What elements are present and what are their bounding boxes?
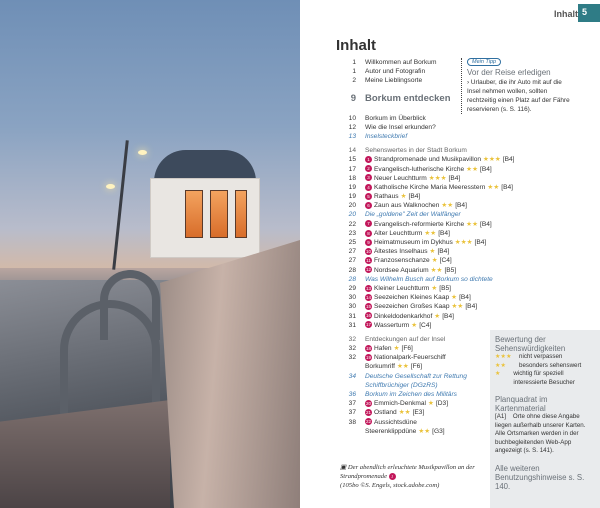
- map-grid-ref: [B5]: [444, 266, 457, 274]
- toc-entry[interactable]: [340, 321, 490, 330]
- toc-text: Schiffbrüchiger (DGzRS): [365, 381, 438, 389]
- map-grid-ref: [B4]: [408, 193, 421, 201]
- map-grid-ref: [F6]: [410, 363, 423, 371]
- toc-text: Rathaus: [374, 193, 399, 201]
- legend-footer: Alle weiteren Benutzungshinweise s. S. 140.: [495, 463, 585, 491]
- toc-text: Nordsee Aquarium: [374, 266, 429, 274]
- tip-box: [461, 58, 576, 114]
- star-rating-icon: ★★: [441, 202, 454, 210]
- sight-number-badge: 8: [365, 230, 372, 237]
- toc-text: Willkommen auf Borkum: [365, 59, 437, 66]
- star-rating-icon: ★: [428, 400, 434, 408]
- toc-text: Borkum im Zeichen des Militärs: [365, 391, 457, 398]
- map-grid-ref: [B4]: [459, 294, 471, 302]
- toc-page: 22: [348, 220, 356, 228]
- bench-armrest: [100, 270, 160, 340]
- map-grid-ref: [B4]: [479, 220, 492, 228]
- star-rating-icon: ★★★: [454, 239, 473, 246]
- toc-page: 27: [348, 257, 356, 265]
- toc-page: 34: [348, 372, 356, 380]
- star-rating-icon: ★★: [466, 220, 478, 228]
- toc-text: Hafen: [374, 345, 392, 353]
- star-rating-icon: ★★: [466, 165, 478, 173]
- tip-text: Urlauber, die ihr Auto mit auf die Insel nehmen wollen, sollten rechtzeitig einen Platz auf der Fähre reservieren (s. S. 116).: [467, 79, 570, 113]
- toc-page: 31: [348, 312, 356, 320]
- map-text: Orte ohne diese Angabe liegen außerhalb unserer Karten. Alle Ortsmarken werden in der buchbegleitenden Web-App angezeigt (s. S. 141).: [495, 413, 586, 454]
- toc-text: Neuer Leuchtturm: [374, 174, 427, 182]
- pavilion-window: [235, 190, 247, 238]
- toc-page: 13: [348, 132, 356, 140]
- running-title: Inhalt: [554, 9, 578, 19]
- legend-box: [490, 330, 600, 508]
- toc-page: 32: [348, 335, 356, 343]
- sight-number-badge: 10: [365, 248, 371, 254]
- map-grid-ref: [B4]: [448, 174, 461, 182]
- sight-number-badge: 17: [365, 322, 371, 328]
- toc-page: 37: [348, 400, 356, 408]
- rating-text: wichtig für speziell interessierte Besucher: [513, 370, 575, 386]
- sight-number-badge: 16: [365, 313, 371, 319]
- toc-text: Borkumriff: [365, 363, 395, 371]
- toc-page: 37: [348, 409, 356, 417]
- map-grid-ref: [G3]: [432, 427, 445, 435]
- toc-page: 2: [352, 77, 356, 85]
- caption-badge: 1: [389, 473, 396, 480]
- sight-number-badge: 9: [365, 239, 372, 246]
- map-grid-ref: [B4]: [502, 156, 515, 164]
- sight-number-badge: 13: [365, 285, 371, 291]
- toc-page: 29: [348, 284, 356, 292]
- star-rating-icon: ★: [431, 284, 438, 292]
- toc-text: Steerenklippdüne: [365, 427, 417, 435]
- toc-entry[interactable]: [340, 123, 490, 132]
- star-rating-icon: ★★: [451, 303, 464, 311]
- sight-number-badge: 1: [365, 156, 372, 163]
- toc-text: Dinkeldodenkarkhof: [374, 312, 433, 320]
- sight-number-badge: 7: [365, 220, 372, 227]
- toc-page: 32: [348, 354, 356, 362]
- toc-entry[interactable]: [340, 201, 490, 210]
- toc-entry[interactable]: [340, 284, 490, 293]
- toc-text: Kleiner Leuchtturm: [374, 284, 430, 292]
- toc-entry[interactable]: [340, 302, 490, 311]
- toc-page: 23: [348, 229, 356, 237]
- toc-entry[interactable]: [340, 372, 490, 381]
- map-grid-ref: [E3]: [412, 409, 425, 417]
- toc-text: Wie die Insel erkunden?: [365, 123, 436, 131]
- toc-text: Franzosenschanze: [374, 257, 430, 265]
- toc-page: 17: [348, 165, 356, 173]
- rating-legend-item: [495, 362, 595, 371]
- toc-page: 31: [348, 321, 356, 329]
- tip-heading: Vor der Reise erledigen: [467, 68, 551, 77]
- toc-page: 30: [348, 294, 356, 302]
- star-rating-icon: ★★★: [483, 156, 501, 164]
- toc-page: 28: [348, 266, 356, 274]
- toc-page: 25: [348, 239, 356, 246]
- star-rating-icon: ★: [393, 345, 400, 353]
- toc-entry[interactable]: [340, 353, 490, 362]
- sight-number-badge: 5: [365, 193, 372, 200]
- toc-entry[interactable]: [340, 256, 490, 265]
- toc-page: 20: [348, 202, 356, 210]
- toc-page: 18: [348, 174, 356, 182]
- lamp-light: [106, 184, 115, 189]
- toc-text: Zaun aus Walknochen: [374, 202, 440, 210]
- toc-page: [340, 362, 356, 371]
- toc-entry[interactable]: [340, 247, 490, 256]
- toc-text: Seezeichen Kleines Kaap: [374, 294, 450, 302]
- star-rating-icon: ★★★: [495, 353, 512, 360]
- map-grid-ref: [B4]: [437, 248, 450, 256]
- sight-number-badge: 2: [365, 165, 372, 172]
- toc-entry[interactable]: [340, 114, 490, 123]
- toc-text: Heimatmuseum im Dykhus: [374, 239, 453, 246]
- caption-credit: (105bo ©S. Engels, stock.adobe.com): [340, 482, 440, 489]
- toc-page: 19: [348, 183, 356, 191]
- star-rating-icon: ★: [429, 248, 436, 256]
- sight-number-badge: 19: [365, 355, 371, 360]
- photo-caption: [340, 463, 490, 490]
- toc-entry[interactable]: [340, 146, 490, 155]
- rating-text: besonders sehenswert: [519, 361, 582, 369]
- toc-entry[interactable]: [340, 210, 490, 219]
- toc-page: 9: [350, 92, 356, 104]
- toc-entry[interactable]: [340, 293, 490, 302]
- toc-entry[interactable]: [340, 275, 493, 284]
- toc-text: Borkum entdecken: [365, 92, 451, 104]
- toc-entry[interactable]: [340, 418, 490, 427]
- toc-page: 30: [348, 303, 356, 311]
- star-rating-icon: ★★: [398, 409, 411, 417]
- map-grid-ref: [B5]: [439, 284, 451, 292]
- toc-entry[interactable]: [340, 183, 513, 192]
- sight-number-badge: 22: [365, 419, 371, 425]
- toc-page: 14: [348, 147, 356, 155]
- pavilion-window: [210, 190, 228, 238]
- sight-number-badge: 6: [365, 202, 372, 209]
- toc-entry[interactable]: [340, 229, 490, 238]
- toc-page: 10: [348, 114, 356, 122]
- toc-text: Inselsteckbrief: [365, 132, 408, 140]
- map-grid-ref: [B4]: [501, 183, 513, 191]
- toc-page: 27: [348, 248, 356, 256]
- sight-number-badge: 21: [365, 410, 371, 416]
- map-grid-ref: [C4]: [439, 257, 452, 265]
- toc-entry[interactable]: [340, 220, 490, 229]
- map-grid-ref: [B4]: [480, 165, 492, 173]
- toc-entry[interactable]: [340, 165, 490, 174]
- rating-legend-item: [495, 370, 595, 387]
- star-rating-icon: ★: [434, 312, 441, 320]
- chevron-right-icon: ›: [467, 79, 471, 86]
- map-code: [A1]: [495, 413, 507, 420]
- star-rating-icon: ★: [431, 257, 438, 265]
- rating-legend-item: [495, 353, 595, 362]
- sight-number-badge: 11: [366, 258, 371, 264]
- toc-text: Entdeckungen auf der Insel: [365, 335, 446, 343]
- toc-text: Deutsche Gesellschaft zur Rettung: [365, 372, 467, 380]
- toc-page: 1: [352, 59, 356, 66]
- toc-page: [340, 427, 356, 436]
- lamp-light: [138, 150, 147, 155]
- toc-entry[interactable]: [340, 155, 515, 164]
- caption-text: Der abendlich erleuchtete Musikpavillon an der Strandpromenade: [340, 464, 475, 480]
- toc-page: 1: [352, 68, 356, 76]
- photo-ref-icon: ▣: [340, 464, 348, 471]
- toc-page: 19: [348, 193, 356, 201]
- pavilion-window: [185, 190, 203, 238]
- toc-page: 20: [348, 211, 356, 219]
- toc-page: 38: [348, 418, 356, 426]
- toc-text: Nationalpark-Feuerschiff: [374, 354, 446, 362]
- map-grid-ref: [D3]: [435, 400, 449, 408]
- sight-number-badge: 20: [365, 400, 371, 406]
- star-rating-icon: ★★: [424, 229, 437, 237]
- star-rating-icon: ★: [411, 321, 418, 329]
- toc-entry[interactable]: [340, 399, 490, 408]
- star-rating-icon: ★★: [418, 427, 431, 435]
- sight-number-badge: 3: [365, 174, 372, 181]
- toc-entry[interactable]: [340, 344, 490, 353]
- sight-number-badge: 12: [365, 267, 371, 273]
- toc-entry[interactable]: [340, 312, 490, 321]
- toc-page: [340, 381, 356, 390]
- toc-entry[interactable]: [340, 362, 490, 371]
- star-rating-icon: ★★: [487, 183, 500, 191]
- star-rating-icon: ★: [400, 193, 407, 201]
- toc-page: 32: [348, 345, 356, 353]
- sight-number-badge: 15: [365, 304, 371, 310]
- toc-entry[interactable]: [340, 427, 490, 436]
- sight-number-badge: 18: [365, 345, 371, 351]
- toc-entry[interactable]: [340, 408, 490, 417]
- toc-text: Emmich-Denkmal: [374, 400, 427, 408]
- sight-number-badge: 14: [365, 294, 371, 300]
- map-grid-ref: [B4]: [455, 202, 467, 210]
- contents-page: [300, 0, 600, 508]
- map-grid-ref: [B4]: [442, 312, 454, 320]
- toc-text: Meine Lieblingsorte: [365, 77, 423, 85]
- toc-entry[interactable]: [340, 132, 490, 141]
- toc-entry[interactable]: [340, 381, 490, 390]
- star-rating-icon: ★★: [396, 363, 409, 371]
- page-number: 5: [578, 4, 600, 22]
- map-grid-ref: [B4]: [438, 229, 450, 237]
- toc-text: Borkum im Überblick: [365, 114, 426, 122]
- map-grid-ref: [B4]: [465, 303, 478, 311]
- map-grid-ref: [B4]: [474, 239, 487, 246]
- star-rating-icon: ★: [451, 294, 458, 302]
- page-title: Inhalt: [336, 37, 376, 54]
- toc-text: Strandpromenade und Musikpavillon: [374, 156, 482, 164]
- toc-text: Ostland: [374, 409, 397, 417]
- toc-text: Was Wilhelm Busch auf Borkum so dichtete: [365, 275, 493, 283]
- map-heading: Planquadrat im Kartenmaterial: [495, 395, 548, 413]
- toc-text: Katholische Kirche Maria Meeresstern: [374, 183, 486, 191]
- toc-page: 36: [348, 391, 356, 398]
- toc-text: Alter Leuchtturm: [374, 229, 423, 237]
- rating-text: nicht verpassen: [519, 353, 563, 360]
- toc-page: 12: [348, 123, 356, 131]
- street-lamp: [112, 140, 129, 270]
- toc-entry[interactable]: [340, 335, 490, 344]
- star-rating-icon: ★★: [495, 361, 507, 369]
- sight-number-badge: 4: [365, 184, 372, 191]
- toc-entry[interactable]: [340, 174, 490, 183]
- toc-text: Autor und Fotografin: [365, 68, 426, 76]
- tip-label: Mein Tipp: [467, 58, 501, 66]
- toc-text: Evangelisch-reformierte Kirche: [374, 220, 465, 228]
- map-grid-ref: [C4]: [419, 321, 432, 329]
- star-rating-icon: ★: [495, 370, 501, 377]
- toc-entry[interactable]: [340, 238, 490, 247]
- toc-text: Seezeichen Großes Kaap: [374, 303, 450, 311]
- toc-page: 28: [348, 275, 356, 283]
- star-rating-icon: ★★: [430, 266, 443, 274]
- toc-entry[interactable]: [340, 192, 490, 201]
- toc-text: Sehenswertes in der Stadt Borkum: [365, 147, 467, 155]
- toc-entry[interactable]: [340, 390, 490, 399]
- toc-text: Aussichtsdüne: [374, 418, 417, 426]
- toc-page: 15: [348, 156, 356, 164]
- legend-heading: Bewertung der Sehenswürdigkeiten: [495, 335, 566, 353]
- toc-text: Ältestes Inselhaus: [374, 248, 428, 256]
- map-grid-ref: [F6]: [401, 345, 413, 353]
- toc-text: Die „goldene" Zeit der Walfänger: [365, 211, 461, 219]
- star-rating-icon: ★★★: [428, 174, 447, 182]
- toc-text: Evangelisch-lutherische Kirche: [374, 165, 465, 173]
- toc-text: Wasserturm: [374, 321, 410, 329]
- bench-backrest: [160, 240, 300, 508]
- toc-entry[interactable]: [340, 266, 490, 275]
